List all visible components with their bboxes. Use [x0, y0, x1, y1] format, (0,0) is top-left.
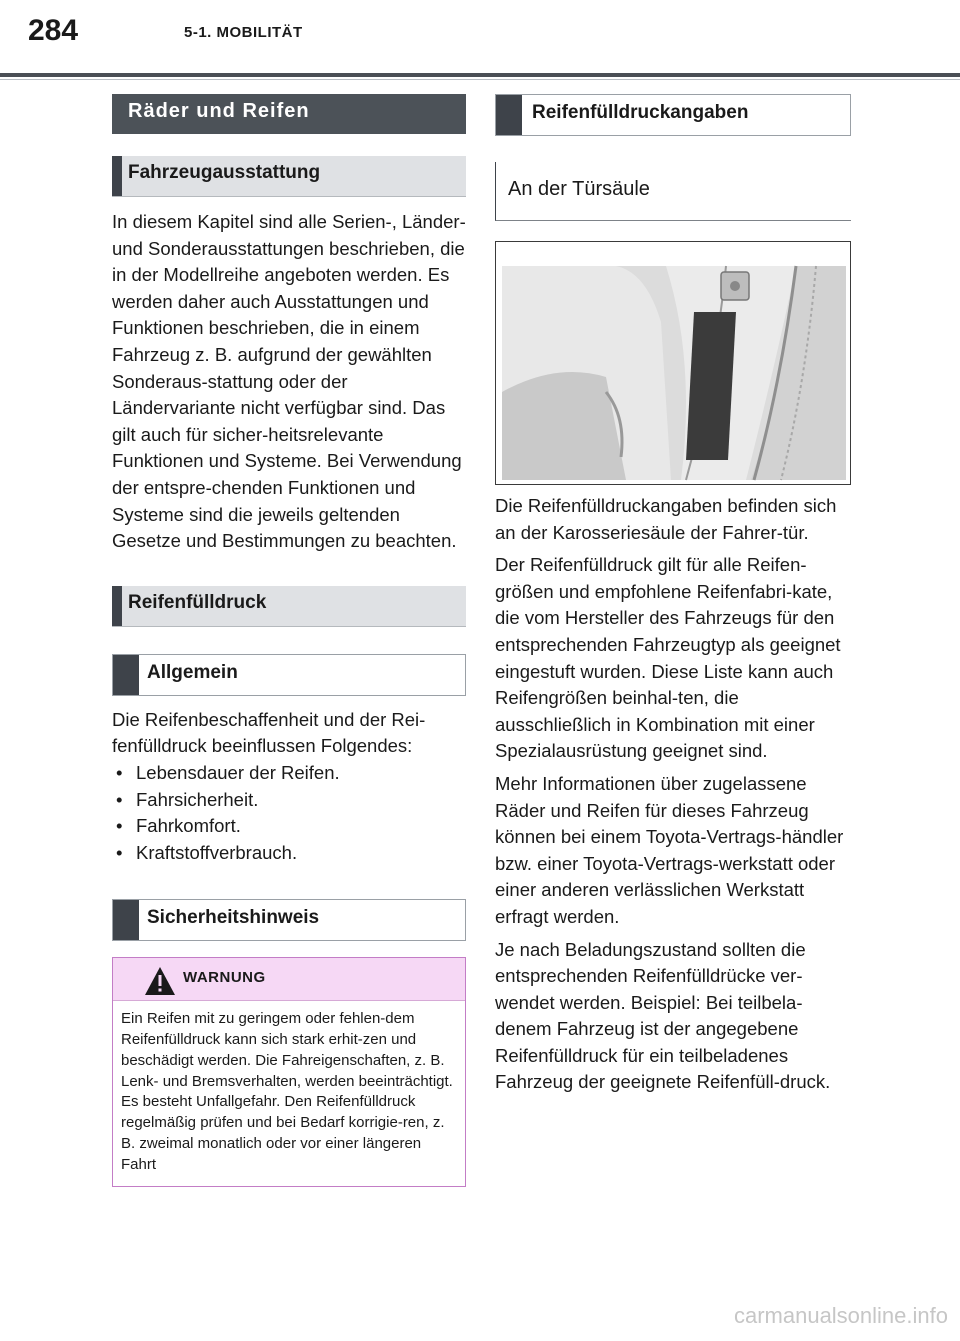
heading-marker [112, 156, 122, 196]
heading-text: Allgemein [147, 661, 238, 683]
paragraph: Mehr Informationen über zugelassene Räder und Reifen für dieses Fahrzeug können bei einem Toyota-Vertrags-händler bzw. einer Toyota-Vertrags-werkstatt oder einer anderen verlässlichen Werkstatt erfragt werden. [495, 772, 844, 927]
subheading-tuersaeule [495, 162, 851, 221]
heading-marker [496, 95, 522, 135]
heading-marker [113, 655, 139, 695]
heading-text: Fahrzeugausstattung [128, 162, 321, 183]
left-column [112, 94, 466, 1187]
heading-marker [112, 586, 122, 626]
warning-triangle-icon [144, 966, 176, 996]
watermark: carmanualsonline.info [733, 1303, 948, 1328]
heading-text: Reifenfülldruckangaben [532, 102, 749, 123]
warning-header [113, 958, 465, 1001]
door-pillar-illustration [495, 241, 851, 485]
list-item: • Fahrkomfort. [112, 813, 466, 840]
heading-text: Reifenfülldruck [128, 591, 267, 613]
warning-text: Ein Reifen mit zu geringem oder fehlen-dem Reifenfülldruck kann sich stark erhit-zen und beschädigt werden. Die Fahreigenschaften, z. B. Lenk- und Bremsverhalten, werden beeinträchtigt. Es besteht Unfallgefahr. Den Reifenfülldruck regelmäßig prüfen und bei Bedarf korrigie-ren, z. B. zweimal monatlich oder vor einer längeren Fahrt [121, 1010, 453, 1173]
section-title: 5-1. MOBILITÄT [184, 24, 303, 41]
list-item: • Lebensdauer der Reifen. [112, 760, 466, 787]
paragraph: Die Reifenfülldruckangaben befinden sich an der Karosseriesäule der Fahrer-tür. [495, 495, 837, 543]
right-column [495, 94, 851, 1096]
heading-marker [113, 900, 139, 940]
paragraph: Der Reifenfülldruck gilt für alle Reifen-größen und empfohlene Reifenfabri-kate, die vom Hersteller des Fahrzeugs für den entsprechenden Fahrzeugtyp als geeignet eingestuft wurden. Diese Liste kann auch Reifengrößen beinhal-ten, die ausschließlich in Kombination mit einer Spezialausrüstung geeignet sind. [495, 554, 841, 762]
chapter-title: Räder und Reifen [112, 94, 466, 134]
warning-box [112, 957, 466, 1186]
list-item: • Fahrsicherheit. [112, 787, 466, 814]
warning-label: WARNUNG [183, 969, 266, 987]
effects-list [112, 760, 466, 866]
heading-reifenfuelldruck [112, 586, 466, 627]
heading-fahrzeugausstattung [112, 156, 466, 197]
header-rule [0, 73, 960, 77]
allgemein-intro: Die Reifenbeschaffenheit und der Rei-fenfülldruck beeinflussen Folgendes: [112, 708, 426, 757]
door-pillar-image [496, 242, 851, 484]
subheading-text: An der Türsäule [508, 178, 650, 200]
heading-reifenfuelldruckangaben [495, 94, 851, 136]
fahrzeug-paragraph: In diesem Kapitel sind alle Serien-, Länder- und Sonderausstattungen beschrieben, die in der Modellreihe angeboten werden. Es werden daher auch Ausstattungen und Funktionen beschrieben, die in einem Fahrzeug z. B. aufgrund der gewählten Sonderaus-stattung oder der Ländervariante nicht verfügbar sind. Das gilt auch für sicher-heitsrelevante Funktionen und Systeme. Bei Verwendung der entspre-chenden Funktionen und Systeme sind die jeweils geltenden Gesetze und Bestimmungen zu beachten. [112, 211, 466, 552]
page-number: 284 [28, 14, 79, 47]
paragraph: Je nach Beladungszustand sollten die entsprechenden Reifenfülldrücke ver-wendet werden. Beispiel: Bei teilbela-denem Fahrzeug ist der angegebene Reifenfülldruck für ein teilbeladenes Fahrzeug der geeignete Reifenfüll-druck. [495, 938, 831, 1093]
heading-allgemein [112, 654, 466, 696]
header-rule-thin [0, 79, 960, 80]
heading-sicherheitshinweis [112, 899, 466, 941]
list-item: • Kraftstoffverbrauch. [112, 840, 466, 867]
heading-text: Sicherheitshinweis [147, 907, 320, 929]
